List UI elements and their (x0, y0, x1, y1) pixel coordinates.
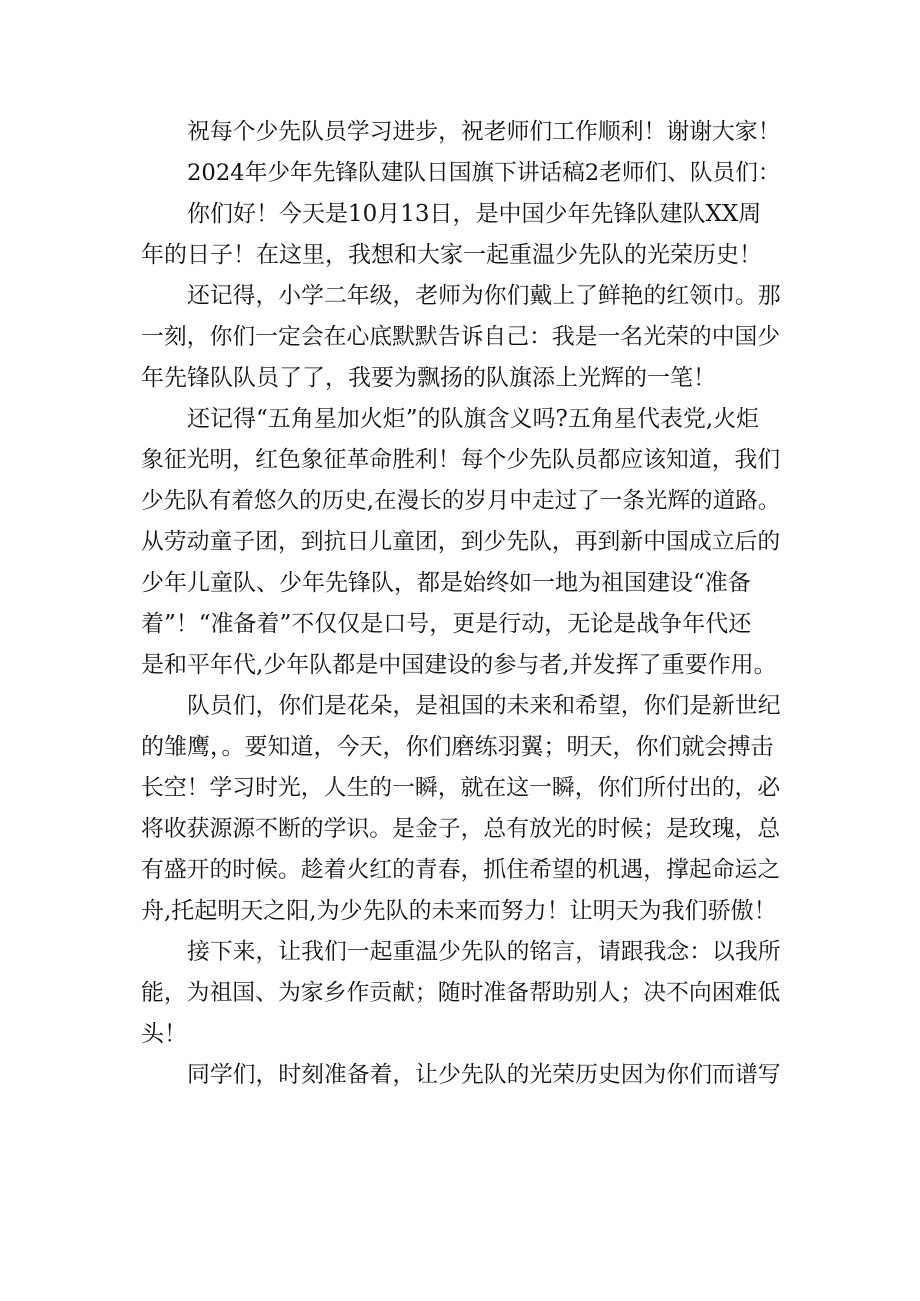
text-line: 着”！“准备着”不仅仅是口号，更是行动，无论是战争年代还 (141, 611, 752, 637)
text-line: 头！ (141, 1021, 187, 1047)
text-line: 舟,托起明天之阳,为少先队的未来而努力！让明天为我们骄傲！ (141, 898, 777, 924)
text-line: 年的日子！在这里，我想和大家一起重温少先队的光荣历史！ (141, 242, 762, 268)
speech-text (141, 112, 784, 1096)
text-line: 接下来，让我们一起重温少先队的铭言，请跟我念：以我所 (187, 939, 781, 965)
text-line: 有盛开的时候。趁着火红的青春，抓住希望的机遇，撑起命运之 (141, 857, 781, 883)
text-line: 还记得，小学二年级，老师为你们戴上了鲜艳的红领巾。那 (187, 283, 781, 309)
text-line: 将收获源源不断的学识。是金子，总有放光的时候；是玫瑰，总 (141, 816, 781, 842)
text-line: 2024年少年先锋队建队日国旗下讲话稿2老师们、队员们： (187, 160, 781, 186)
text-line: 队员们，你们是花朵，是祖国的未来和希望，你们是新世纪 (187, 693, 781, 719)
text-line: 象征光明，红色象征革命胜利！每个少先队员都应该知道，我们 (141, 447, 781, 473)
text-line: 少先队有着悠久的历史,在漫长的岁月中走过了一条光辉的道路。 (141, 488, 781, 514)
text-line: 的雏鹰，。要知道，今天，你们磨练羽翼；明天，你们就会搏击 (141, 734, 774, 760)
text-line: 你们好！今天是10月13日，是中国少年先锋队建队XX周 (187, 201, 762, 227)
text-line: 从劳动童子团，到抗日儿童团，到少先队，再到新中国成立后的 (141, 529, 781, 555)
text-line: 还记得“五角星加火炬”的队旗含义吗?五角星代表党,火炬 (187, 406, 760, 432)
text-line: 同学们，时刻准备着，让少先队的光荣历史因为你们而谱写 (187, 1062, 781, 1088)
text-line: 少年儿童队、少年先锋队，都是始终如一地为祖国建设“准备 (141, 570, 751, 596)
text-line: 祝每个少先队员学习进步，祝老师们工作顺利！谢谢大家！ (187, 119, 781, 145)
text-line: 能，为祖国、为家乡作贡献；随时准备帮助别人；决不向困难低 (141, 980, 781, 1006)
text-line: 年先锋队队员了了，我要为飘扬的队旗添上光辉的一笔！ (141, 365, 716, 391)
text-line: 是和平年代,少年队都是中国建设的参与者,并发挥了重要作用。 (141, 652, 777, 678)
text-line: 一刻，你们一定会在心底默默告诉自己：我是一名光荣的中国少 (141, 324, 781, 350)
text-line: 长空！学习时光，人生的一瞬，就在这一瞬，你们所付出的，必 (141, 775, 781, 801)
